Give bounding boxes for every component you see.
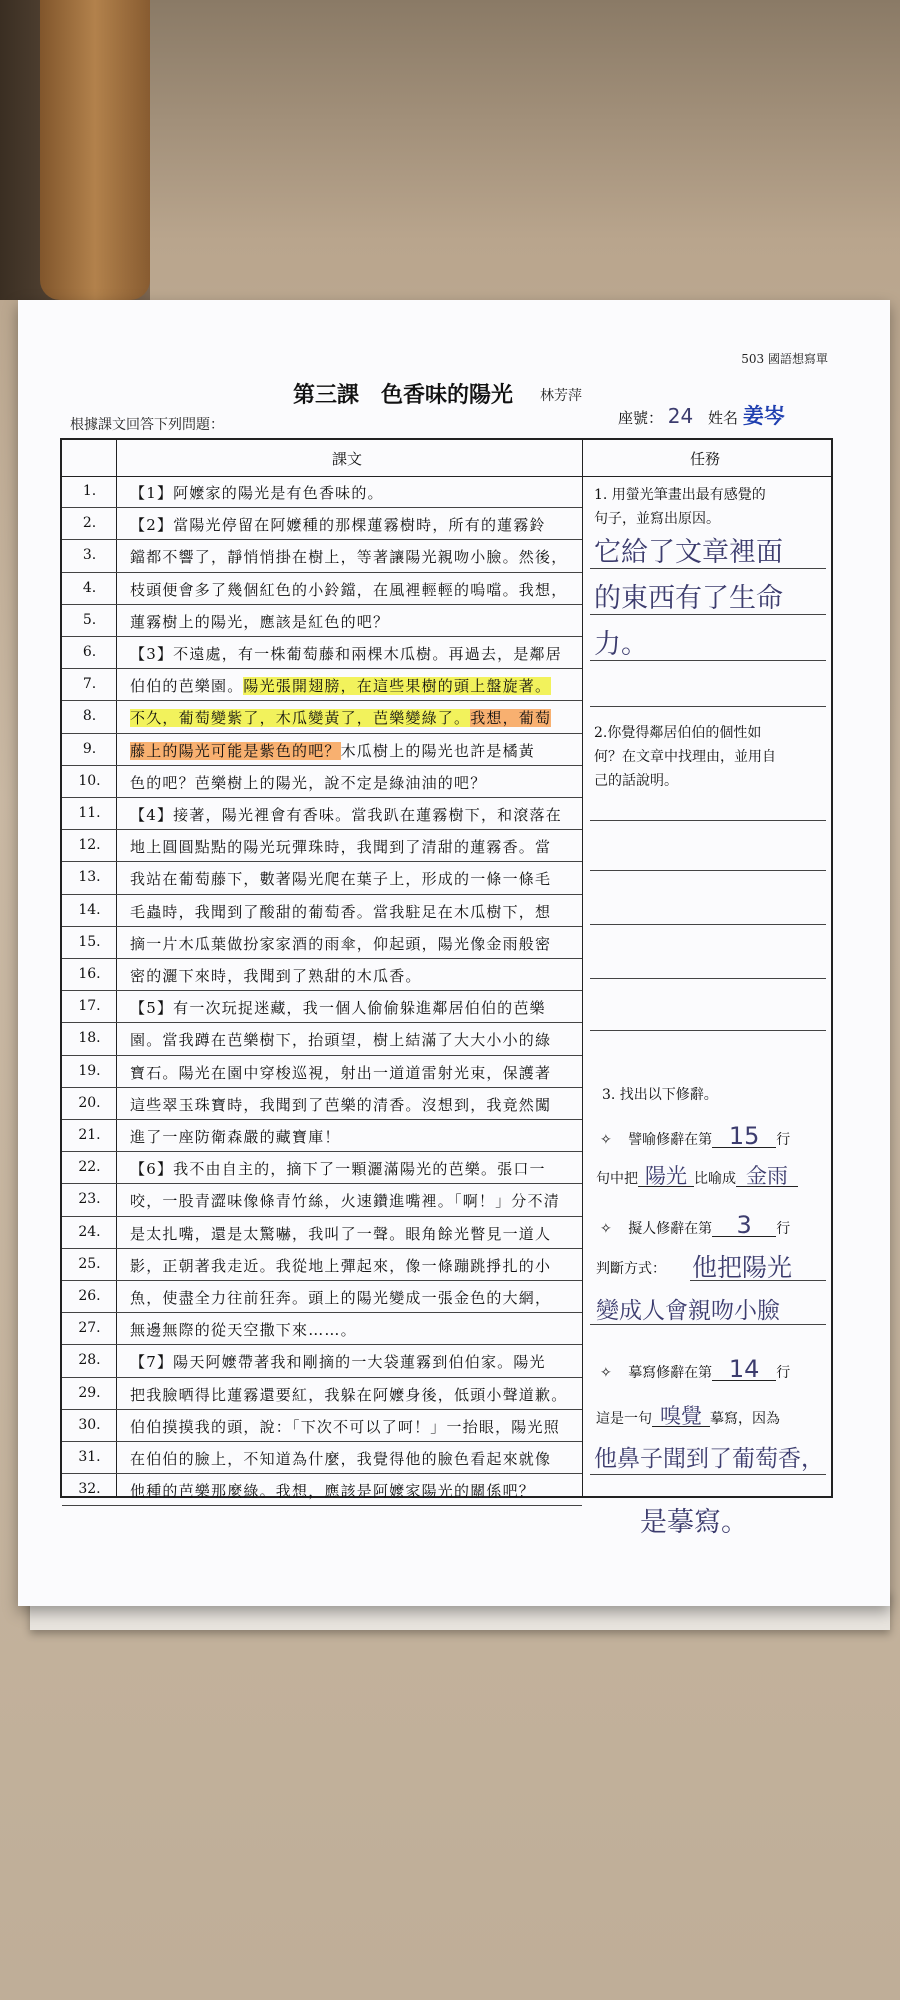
metaphor-subject: 陽光 xyxy=(638,1166,694,1187)
text-line-row xyxy=(62,1345,582,1377)
text-line-row xyxy=(62,1442,582,1474)
judge-label: 判斷方式： xyxy=(596,1261,666,1277)
highlighted-text: 陽光張開翅膀，在這些果樹的頭上盤旋著。 xyxy=(243,677,552,696)
line-text xyxy=(130,1094,551,1115)
answer-line xyxy=(590,820,826,821)
line-number: 3. xyxy=(82,547,97,564)
text-line-row xyxy=(62,605,582,637)
line-number: 27. xyxy=(78,1320,101,1337)
worksheet-paper xyxy=(18,300,890,1606)
line-number: 28. xyxy=(78,1352,101,1369)
line-text xyxy=(130,1223,551,1244)
line-segment: 伯伯摸摸我的頭，說：「下次不可以了呵！」一抬眼，陽光照 xyxy=(130,1417,560,1436)
line-number: 16. xyxy=(78,966,101,982)
line-text xyxy=(130,1287,551,1308)
page-title: 第三課 色香味的陽光 xyxy=(293,383,514,408)
line-segment: 伯伯的芭樂園。 xyxy=(130,677,244,696)
diamond-icon: ✧ xyxy=(600,1365,612,1381)
diamond-icon: ✧ xyxy=(600,1221,612,1237)
line-number: 26. xyxy=(78,1288,101,1304)
mimesis-line-answer: 14 xyxy=(712,1358,776,1381)
line-text xyxy=(130,804,562,825)
line-number: 18. xyxy=(78,1030,101,1047)
line-segment: 咬，一股青澀味像條青竹絲，火速鑽進嘴裡。「啊！」分不清 xyxy=(130,1192,560,1211)
line-number: 23. xyxy=(78,1191,101,1208)
metaphor-line-answer: 15 xyxy=(712,1125,776,1148)
line-text xyxy=(130,901,551,922)
line-segment: 木瓜樹上的陽光也許是橘黃 xyxy=(340,741,536,760)
line-segment: 摘一片木瓜葉做扮家家酒的雨傘，仰起頭，陽光像金雨般密 xyxy=(130,934,552,953)
text-line-row xyxy=(62,766,582,798)
line-segment: 枝頭便會多了幾個紅色的小鈴鐺，在風裡輕輕的嗚噹。我想， xyxy=(130,580,568,599)
line-segment: 進了一座防衛森嚴的藏寶庫！ xyxy=(130,1128,341,1146)
line-number: 4. xyxy=(82,579,97,596)
text-line-row xyxy=(62,862,582,894)
line-number: 24. xyxy=(78,1223,101,1240)
line-text xyxy=(130,740,535,761)
line-text xyxy=(130,997,546,1018)
line-number: 17. xyxy=(78,998,101,1015)
highlighted-text: 藤上的陽光可能是紫色的吧？ xyxy=(130,741,341,760)
line-segment: 【3】不遠處，有一株葡萄藤和兩棵木瓜樹。再過去，是鄰居 xyxy=(130,645,562,663)
task3-title: 3. 找出以下修辭。 xyxy=(602,1087,718,1103)
line-number: 14. xyxy=(78,901,101,918)
line-text xyxy=(130,514,546,535)
text-line-row xyxy=(62,1313,582,1345)
line-text xyxy=(130,1255,551,1276)
text-line-row xyxy=(62,798,582,830)
line-text xyxy=(130,965,422,986)
text-line-row xyxy=(62,540,582,572)
mimesis-text: 摹寫，因為 xyxy=(710,1411,780,1427)
answer-line xyxy=(690,1280,826,1281)
seat-number: 24 xyxy=(667,404,694,428)
row-suffix: 行 xyxy=(776,1221,791,1237)
text-line-row xyxy=(62,669,582,701)
line-number: 9. xyxy=(82,740,97,757)
answer-line xyxy=(590,924,826,925)
line-text xyxy=(130,1062,551,1083)
personification-line-answer: 3 xyxy=(712,1214,776,1237)
highlighted-text: 我想，葡萄 xyxy=(470,709,552,728)
table-header xyxy=(62,440,831,477)
header-task-column: 任務 xyxy=(690,450,721,468)
seat-label: 座號： xyxy=(618,409,664,427)
task2-question-end: 己的話說明。 xyxy=(594,773,678,789)
mimesis-label: 摹寫修辭在第 xyxy=(628,1365,713,1381)
metaphor-row xyxy=(600,1122,791,1150)
line-text xyxy=(130,675,551,696)
judge-answer: 他把陽光 xyxy=(692,1253,793,1282)
text-line-row xyxy=(62,1378,582,1410)
answer-line xyxy=(590,614,826,615)
text-line-row xyxy=(62,573,582,605)
line-number: 6. xyxy=(82,644,97,660)
wooden-furniture xyxy=(40,0,150,300)
metaphor-text: 句中把 xyxy=(596,1171,638,1187)
text-line-row xyxy=(62,734,582,766)
text-line-row xyxy=(62,1023,582,1055)
metaphor-object: 金雨 xyxy=(736,1166,798,1187)
mimesis-type: 嗅覺 xyxy=(652,1406,710,1427)
line-number: 12. xyxy=(78,837,101,854)
author-name: 林芳萍 xyxy=(540,388,582,404)
line-number: 31. xyxy=(78,1449,101,1465)
line-text xyxy=(130,1416,560,1437)
line-number: 15. xyxy=(78,933,101,950)
line-number: 2. xyxy=(82,515,97,532)
mimesis-reason: 他鼻子聞到了葡萄香， xyxy=(594,1446,824,1472)
line-text xyxy=(130,1480,535,1501)
mimesis-reason-end: 是摹寫。 xyxy=(640,1507,748,1538)
line-segment: 【5】有一次玩捉迷藏，我一個人偷偷躲進鄰居伯伯的芭樂 xyxy=(130,999,546,1018)
line-number: 1. xyxy=(82,483,97,499)
mimesis-row xyxy=(600,1355,791,1383)
worksheet-table xyxy=(60,438,833,1501)
line-text xyxy=(130,482,384,503)
line-segment: 【6】我不由自主的，摘下了一顆灑滿陽光的芭樂。張口一 xyxy=(130,1160,546,1179)
line-segment: 在伯伯的臉上，不知道為什麼，我覺得他的臉色看起來就像 xyxy=(130,1450,552,1468)
line-text xyxy=(130,1351,546,1372)
line-text xyxy=(130,611,389,632)
line-number: 22. xyxy=(78,1159,101,1176)
line-text xyxy=(130,933,551,954)
line-segment: 密的灑下來時，我聞到了熟甜的木瓜香。 xyxy=(130,967,422,985)
highlighted-text: 不久，葡萄變紫了，木瓜變黃了，芭樂變綠了。 xyxy=(130,709,471,728)
line-text xyxy=(130,1158,546,1179)
text-line-row xyxy=(62,1217,582,1249)
line-segment: 【4】接著，陽光裡會有香味。當我趴在蓮霧樹下，和滾落在 xyxy=(130,806,562,824)
text-line-row xyxy=(62,1474,582,1506)
personification-label: 擬人修辭在第 xyxy=(628,1221,713,1237)
line-segment: 毛蟲時，我聞到了酸甜的葡萄香。當我駐足在木瓜樹下，想 xyxy=(130,902,552,921)
text-line-row xyxy=(62,701,582,733)
task1-answer: 它給了文章裡面 xyxy=(594,537,783,568)
diamond-icon: ✧ xyxy=(600,1132,612,1148)
task1-answer-end: 力。 xyxy=(594,629,648,660)
line-segment: 我站在葡萄藤下，數著陽光爬在葉子上，形成的一條一條毛 xyxy=(130,870,552,889)
line-number: 11. xyxy=(78,805,101,821)
answer-line xyxy=(590,1324,826,1325)
line-segment: 寶石。陽光在園中穿梭巡視，射出一道道雷射光束，保護著 xyxy=(130,1063,552,1082)
text-line-row xyxy=(62,1410,582,1442)
line-number: 29. xyxy=(78,1384,101,1401)
name-label: 姓名 xyxy=(708,409,739,427)
answer-line xyxy=(590,978,826,979)
line-text xyxy=(130,1190,560,1211)
answer-line xyxy=(590,1474,826,1475)
text-line-row xyxy=(62,1281,582,1313)
line-text xyxy=(130,1384,567,1405)
line-segment: 把我臉晒得比蓮霧還要紅，我躲在阿嬤身後，低頭小聲道歉。 xyxy=(130,1385,568,1404)
line-number: 8. xyxy=(82,708,97,725)
mimesis-text: 這是一句 xyxy=(596,1411,652,1427)
line-text xyxy=(130,868,551,889)
text-line-row xyxy=(62,830,582,862)
line-number: 19. xyxy=(78,1062,101,1079)
line-segment: 無邊無際的從天空撒下來……。 xyxy=(130,1321,357,1340)
text-line-row xyxy=(62,476,582,508)
answer-line xyxy=(590,706,826,707)
line-text xyxy=(130,643,562,664)
line-number: 20. xyxy=(78,1094,101,1111)
metaphor-label: 譬喻修辭在第 xyxy=(628,1132,713,1148)
line-text xyxy=(130,707,551,728)
line-text xyxy=(130,1029,551,1050)
line-segment: 這些翠玉珠寶時，我聞到了芭樂的清香。沒想到，我竟然闖 xyxy=(130,1095,552,1114)
line-text xyxy=(130,546,567,567)
student-name: 姜岑 xyxy=(742,404,785,428)
answer-line xyxy=(590,1030,826,1031)
row-suffix: 行 xyxy=(776,1365,791,1381)
answer-line xyxy=(590,568,826,569)
mimesis-detail xyxy=(596,1406,780,1428)
task2-question-cont: 何？在文章中找理由，並用自 xyxy=(594,749,776,765)
line-segment: 他種的芭樂那麼綠。我想，應該是阿嬤家陽光的關係吧？ xyxy=(130,1482,536,1501)
line-text xyxy=(130,1319,357,1340)
line-segment: 【1】阿嬤家的陽光是有色香味的。 xyxy=(130,484,384,502)
text-line-row xyxy=(62,895,582,927)
line-segment: 地上圓圓點點的陽光玩彈珠時，我聞到了清甜的蓮霧香。當 xyxy=(130,838,552,857)
text-line-row xyxy=(62,1120,582,1152)
text-line-row xyxy=(62,1184,582,1216)
task1-question: 1. 用螢光筆畫出最有感覺的 xyxy=(594,487,766,503)
text-line-row xyxy=(62,508,582,540)
line-text xyxy=(130,579,567,600)
column-divider xyxy=(582,440,583,1496)
line-number: 5. xyxy=(82,611,97,628)
line-segment: 蓮霧樹上的陽光，應該是紅色的吧？ xyxy=(130,612,390,631)
line-segment: 【2】當陽光停留在阿嬤種的那棵蓮霧樹時，所有的蓮霧鈴 xyxy=(130,516,546,535)
answer-line xyxy=(590,660,826,661)
line-number: 25. xyxy=(78,1255,101,1272)
seat-and-name xyxy=(618,400,785,430)
text-line-row xyxy=(62,959,582,991)
line-text xyxy=(130,836,551,857)
line-number: 21. xyxy=(78,1127,101,1143)
line-number: 13. xyxy=(78,869,101,886)
text-line-row xyxy=(62,1088,582,1120)
row-suffix: 行 xyxy=(776,1132,791,1148)
line-number: 10. xyxy=(78,772,101,789)
line-segment: 【7】陽天阿嬤帶著我和剛摘的一大袋蓮霧到伯伯家。陽光 xyxy=(130,1353,546,1372)
line-segment: 是太扎嘴，還是太驚嚇，我叫了一聲。眼角餘光瞥見一道人 xyxy=(130,1224,552,1243)
line-number: 32. xyxy=(78,1481,101,1498)
text-line-row xyxy=(62,927,582,959)
line-text xyxy=(130,1126,341,1147)
line-segment: 影，正朝著我走近。我從地上彈起來，像一條蹦跳掙扎的小 xyxy=(130,1256,552,1275)
line-segment: 園。當我蹲在芭樂樹下，抬頭望，樹上結滿了大大小小的綠 xyxy=(130,1031,552,1050)
line-number: 7. xyxy=(82,676,97,693)
answer-line xyxy=(590,870,826,871)
line-text xyxy=(130,1448,551,1469)
judge-answer-cont: 變成人會親吻小臉 xyxy=(596,1298,780,1324)
line-number: 30. xyxy=(78,1416,101,1433)
metaphor-text: 比喻成 xyxy=(694,1171,736,1187)
text-line-row xyxy=(62,1152,582,1184)
task1-answer-cont: 的東西有了生命 xyxy=(594,583,783,614)
header-text-column: 課文 xyxy=(332,450,363,468)
task1-question-cont: 句子，並寫出原因。 xyxy=(594,511,720,527)
line-text xyxy=(130,772,486,793)
worksheet-code: 503 國語想寫單 xyxy=(741,352,828,366)
text-line-row xyxy=(62,637,582,669)
task2-question: 2.你覺得鄰居伯伯的個性如 xyxy=(594,725,762,741)
text-line-row xyxy=(62,1249,582,1281)
metaphor-detail xyxy=(596,1166,798,1188)
text-line-row xyxy=(62,991,582,1023)
line-segment: 魚，使盡全力往前狂奔。頭上的陽光變成一張金色的大網， xyxy=(130,1289,552,1307)
personification-row xyxy=(600,1211,791,1239)
line-segment: 色的吧？芭樂樹上的陽光，說不定是綠油油的吧？ xyxy=(130,773,487,792)
line-segment: 鐺都不響了，靜悄悄掛在樹上，等著讓陽光親吻小臉。然後， xyxy=(130,548,568,567)
instruction-text: 根據課文回答下列問題： xyxy=(70,417,224,433)
text-line-row xyxy=(62,1056,582,1088)
